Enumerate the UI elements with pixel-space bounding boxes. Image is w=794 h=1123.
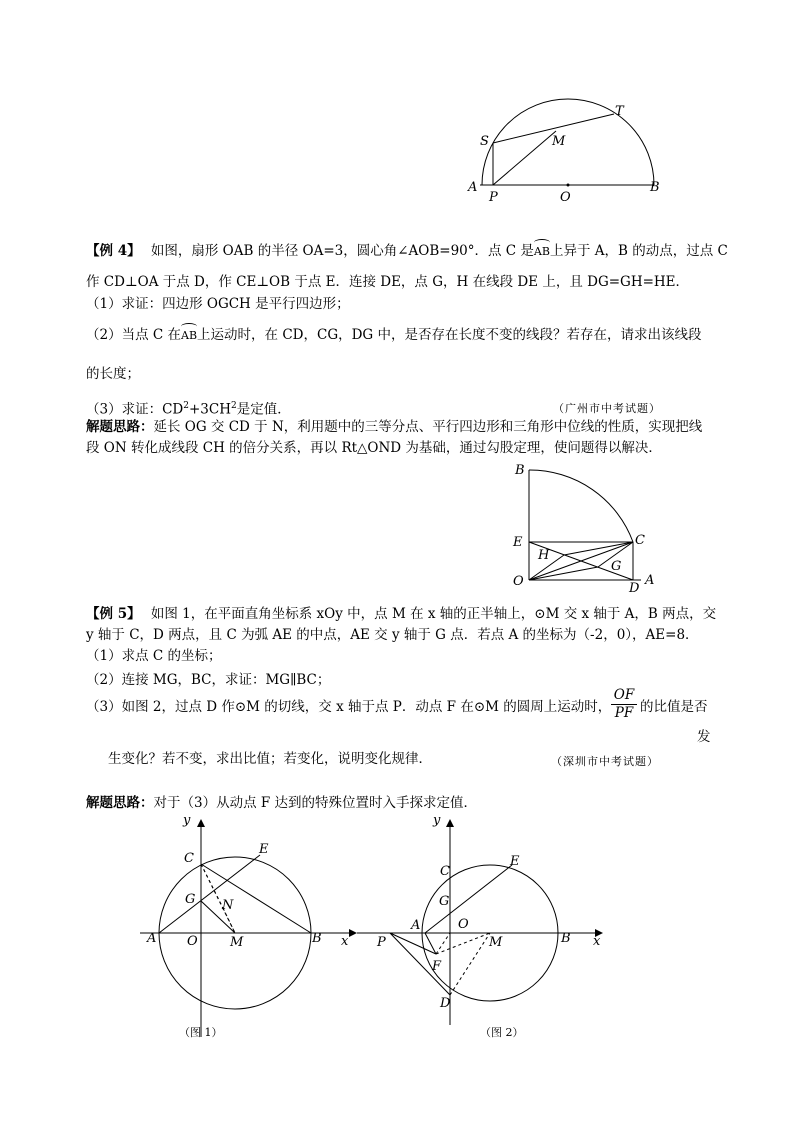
label-A: A	[468, 180, 478, 195]
fig1-y: y	[183, 813, 191, 828]
ex4-q1: （1）求证：四边形 OGCH 是平行四边形；	[86, 296, 350, 312]
fig1-M: M	[230, 935, 244, 950]
fig2-caption: （图 2）	[480, 1026, 524, 1039]
fig2-P: P	[377, 935, 386, 950]
ex4-idea2: 段 ON 转化成线段 CH 的倍分关系，再以 Rt△OND 为基础，通过勾股定理，使问题得以解决．	[86, 440, 662, 456]
label-C: C	[635, 533, 645, 548]
ex5-q1: （1）求点 C 的坐标；	[86, 648, 222, 664]
ex5-line2: y 轴于 C，D 两点，且 C 为弧 AE 的中点，AE 交 y 轴于 G 点．若点 A 的坐标为（-2，0），AE=8．	[86, 627, 699, 643]
label-E: E	[513, 535, 523, 550]
fig2-y: y	[433, 813, 441, 828]
fig2-F: F	[432, 959, 442, 974]
label-D: D	[629, 581, 640, 596]
ex4-text1: 如图，扇形 OAB 的半径 OA=3，圆心角∠AOB=90°．点 C 是	[150, 243, 534, 259]
fig2-O: O	[458, 917, 469, 932]
ex4-q3: （3）求证：$CD^2+3CH^2$是定值．	[86, 401, 291, 418]
label-S: S	[480, 134, 489, 149]
fig1-A: A	[147, 931, 157, 946]
label-O: O	[513, 574, 524, 589]
label-B: B	[650, 180, 660, 195]
ex4-source: （广州市中考试题）	[553, 402, 661, 415]
fig1-B: B	[312, 931, 322, 946]
label-H: H	[538, 548, 550, 563]
fig2-A: A	[411, 918, 421, 933]
fig1-C: C	[184, 851, 194, 866]
fig1-G: G	[185, 892, 196, 907]
fig2-M: M	[489, 935, 503, 950]
ex4-line2: 作 CD⊥OA 于点 D，作 CE⊥OB 于点 E．连接 DE，点 G，H 在线段 DE 上，且 DG=GH=HE．	[86, 274, 690, 290]
semicircle-figure	[460, 95, 680, 205]
ex5-tag: 【例 5】	[86, 606, 141, 622]
ex4-q2: （2）当点 C 在 AB上运动时，在 CD，CG，DG 中，是否存在长度不变的线段？若存在，请求出该线段	[86, 327, 702, 344]
ex5-q3d: 生变化？若不变，求出比值；若变化，说明变化规律．	[108, 751, 432, 767]
fig2-C: C	[440, 864, 450, 879]
circle-figure-2	[355, 815, 615, 1025]
ex5-q3: （3）如图 2，过点 D 作⊙M 的切线，交 x 轴于点 P．动点 F 在⊙M 的圆周上运动时，	[86, 699, 612, 715]
label-M: M	[552, 134, 566, 149]
ex4-text1b: 上异于 A，B 的动点，过点 C	[549, 243, 728, 259]
ex5-fraction: OF PF	[611, 687, 637, 722]
label-A: A	[645, 573, 655, 588]
fig1-N: N	[222, 898, 234, 913]
ex5-q2: （2）连接 MG，BC，求证：MG∥BC；	[86, 672, 331, 688]
ex4-line1	[86, 243, 728, 260]
fig2-G: G	[439, 894, 450, 909]
label-T: T	[615, 104, 624, 119]
quarter-circle-figure	[505, 458, 665, 596]
fig1-O: O	[187, 934, 198, 949]
ex4-q2-arc-ab: AB	[181, 329, 197, 342]
label-G: G	[611, 559, 622, 574]
ex5-line1: 【例 5】 如图 1，在平面直角坐标系 xOy 中，点 M 在 x 轴的正半轴上，⊙M 交 x 轴于 A，B 两点，交	[86, 606, 717, 622]
fig2-x: x	[593, 934, 601, 949]
ex5-q3b: 的比值是否	[640, 699, 708, 715]
fig1-x: x	[341, 934, 349, 949]
label-P: P	[489, 190, 498, 205]
ex5-source: （深圳市中考试题）	[551, 755, 659, 768]
ex5-q3c: 发	[697, 729, 711, 745]
ex4-tag: 【例 4】	[86, 243, 141, 259]
fig1-E: E	[259, 842, 269, 857]
fig2-B: B	[561, 931, 571, 946]
label-O: O	[560, 190, 571, 205]
fig2-E: E	[510, 854, 520, 869]
fig1-caption: （图 1）	[179, 1026, 223, 1039]
ex5-idea: 解题思路：对于（3）从动点 F 达到的特殊位置时入手探求定值．	[86, 795, 478, 811]
ex4-q2-cont: 的长度；	[86, 366, 140, 382]
ex4-idea1: 解题思路：延长 OG 交 CD 于 N，利用题中的三等分点、平行四边形和三角形中位线的性质，实现把线	[86, 419, 703, 435]
ex4-arc-ab: AB	[534, 245, 550, 258]
label-B: B	[515, 463, 525, 478]
circle-figure-1	[135, 815, 365, 1045]
fig2-D: D	[440, 996, 451, 1011]
